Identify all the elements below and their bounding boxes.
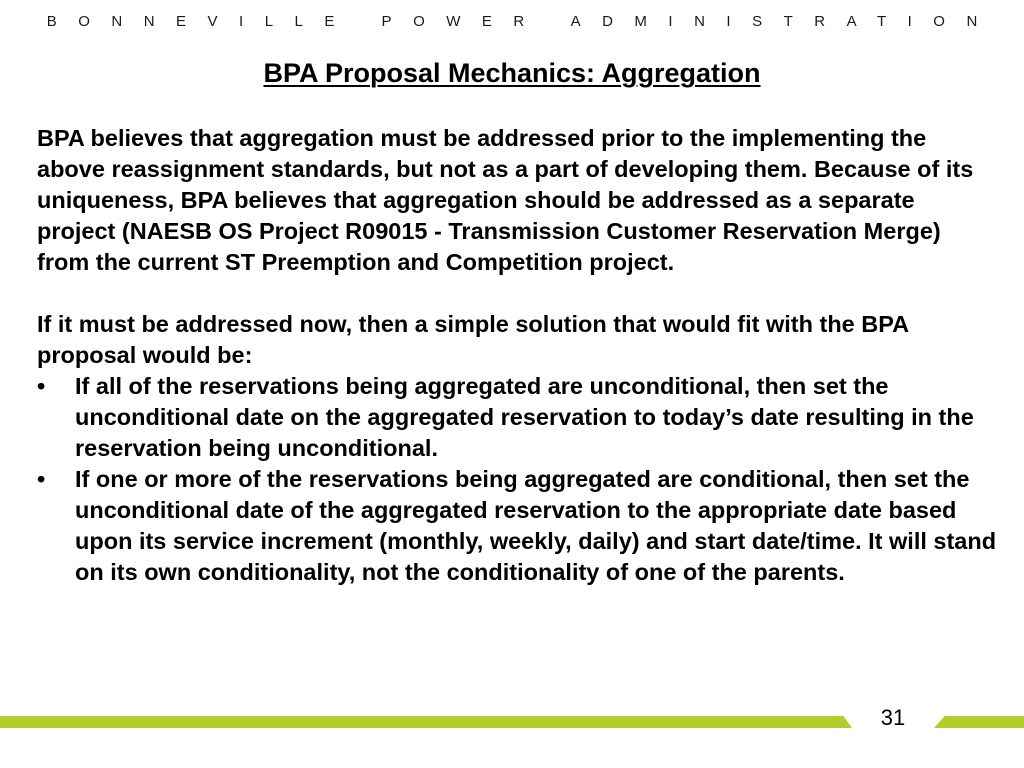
bullet-item-1 — [37, 371, 997, 464]
bullet-item-2 — [37, 464, 997, 588]
body-paragraph-2: If it must be addressed now, then a simple solution that would fit with the BPA proposal would be: — [37, 311, 909, 368]
page-number: 31 — [880, 705, 906, 730]
bullet-text: If all of the reservations being aggregated are unconditional, then set the unconditional date on the aggregated reservation to today’s date resulting in the reservation being unconditional. — [75, 373, 974, 461]
organization-header: BONNEVILLE POWER ADMINISTRATION — [46, 13, 999, 30]
bullet-marker: • — [37, 466, 46, 492]
slide-body — [37, 123, 997, 588]
bullet-text: If one or more of the reservations being aggregated are conditional, then set the unconditional date of the aggregated reservation to the appropriate date based upon its service increment (monthly, weekly, daily) and start date/time. It will stand on its own conditionality, not the conditionality of one of the parents. — [75, 466, 997, 585]
bullet-list — [37, 371, 997, 588]
footer-band-left — [0, 716, 852, 728]
footer-band-right — [934, 716, 1024, 728]
body-paragraph-1: BPA believes that aggregation must be addressed prior to the implementing the above reassignment standards, but not as a part of developing them. Because of its uniqueness, BPA believes that aggregation should be addressed as a separate project (NAESB OS Project R09015 - Transmission Customer Reservation Merge) from the current ST Preemption and Competition project. — [37, 125, 974, 275]
bullet-marker: • — [37, 373, 46, 399]
slide-title: BPA Proposal Mechanics: Aggregation — [263, 58, 761, 88]
